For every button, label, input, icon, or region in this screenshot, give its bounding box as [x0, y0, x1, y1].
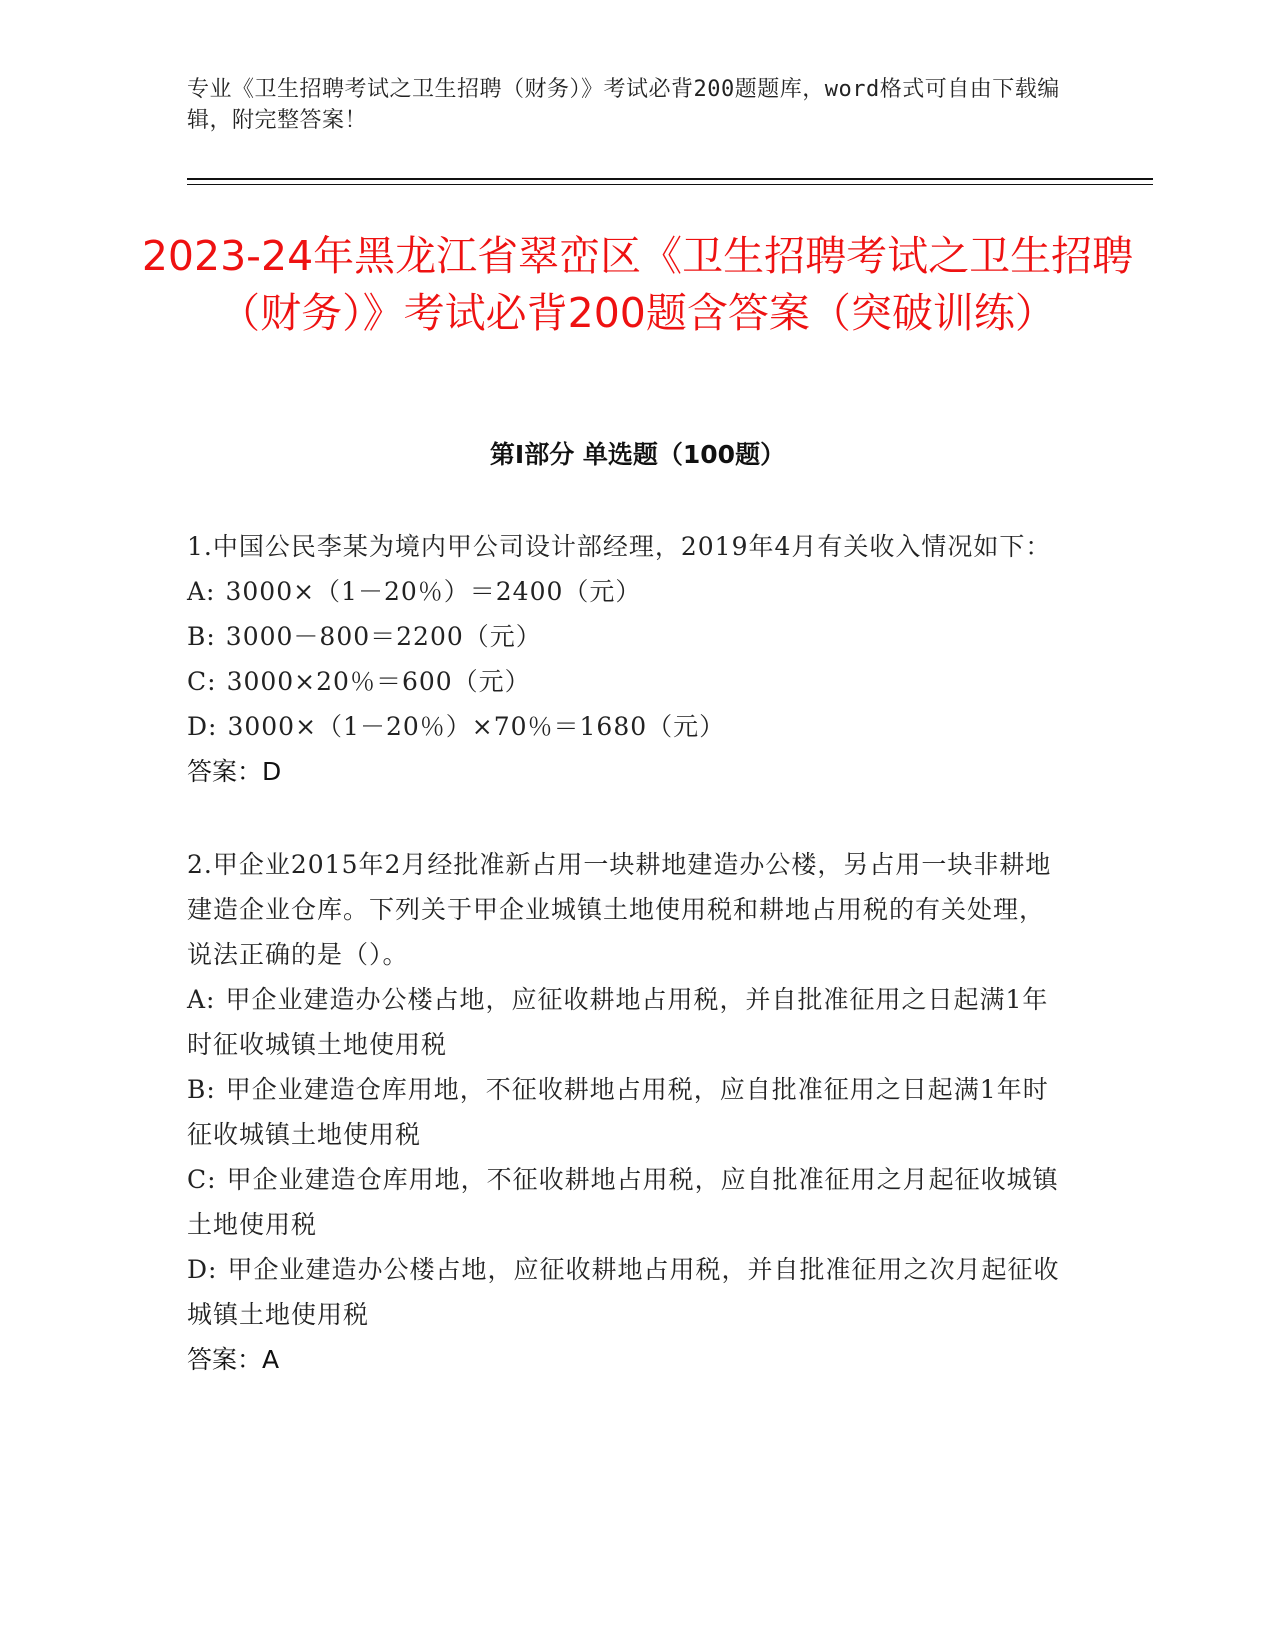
question-stem: 2.甲企业2015年2月经批准新占用一块耕地建造办公楼，另占用一块非耕地建造企业仓库。下列关于甲企业城镇土地使用税和耕地占用税的有关处理，说法正确的是（）。 [187, 850, 1052, 969]
question-1 [187, 524, 1067, 794]
option-c [187, 659, 1067, 704]
answer: 答案：D [187, 757, 282, 786]
question-list [187, 524, 1067, 1430]
option-text: 甲企业建造办公楼占地，应征收耕地占用税，并自批准征用之日起满1年时征收城镇土地使用税 [187, 985, 1049, 1059]
option-label: B: [187, 622, 216, 651]
option-d [187, 704, 1067, 749]
answer: 答案：A [187, 1345, 280, 1374]
option-text: 3000－800＝2200（元） [225, 622, 542, 651]
header-rule-thin [187, 184, 1153, 185]
option-label: D: [187, 1255, 218, 1284]
option-label: D: [187, 712, 218, 741]
option-text: 甲企业建造仓库用地，不征收耕地占用税，应自批准征用之日起满1年时征收城镇土地使用税 [187, 1075, 1049, 1149]
section-title: 第I部分 单选题（100题） [489, 440, 786, 469]
option-text: 甲企业建造仓库用地，不征收耕地占用税，应自批准征用之月起征收城镇土地使用税 [187, 1165, 1059, 1239]
option-label: C: [187, 1165, 217, 1194]
option-d [187, 1247, 1067, 1337]
option-text: 3000×（1－20％）＝2400（元） [225, 577, 642, 606]
option-b [187, 1067, 1067, 1157]
option-a [187, 569, 1067, 614]
header-note: 专业《卫生招聘考试之卫生招聘（财务）》考试必背200题题库，word格式可自由下载编辑，附完整答案！ [187, 77, 1060, 133]
option-text: 3000×（1－20％）×70％＝1680（元） [227, 712, 726, 741]
option-label: B: [187, 1075, 216, 1104]
header-rule-thick [187, 178, 1153, 180]
option-b [187, 614, 1067, 659]
document-title: 2023-24年黑龙江省翠峦区《卫生招聘考试之卫生招聘（财务）》考试必背200题含答案（突破训练） [141, 232, 1134, 337]
question-2 [187, 842, 1067, 1382]
option-text: 甲企业建造办公楼占地，应征收耕地占用税，并自批准征用之次月起征收城镇土地使用税 [187, 1255, 1060, 1329]
option-text: 3000×20％＝600（元） [226, 667, 531, 696]
option-a [187, 977, 1067, 1067]
option-label: A: [187, 985, 216, 1014]
option-label: C: [187, 667, 217, 696]
question-stem: 1.中国公民李某为境内甲公司设计部经理，2019年4月有关收入情况如下： [187, 532, 1052, 561]
option-c [187, 1157, 1067, 1247]
option-label: A: [187, 577, 216, 606]
